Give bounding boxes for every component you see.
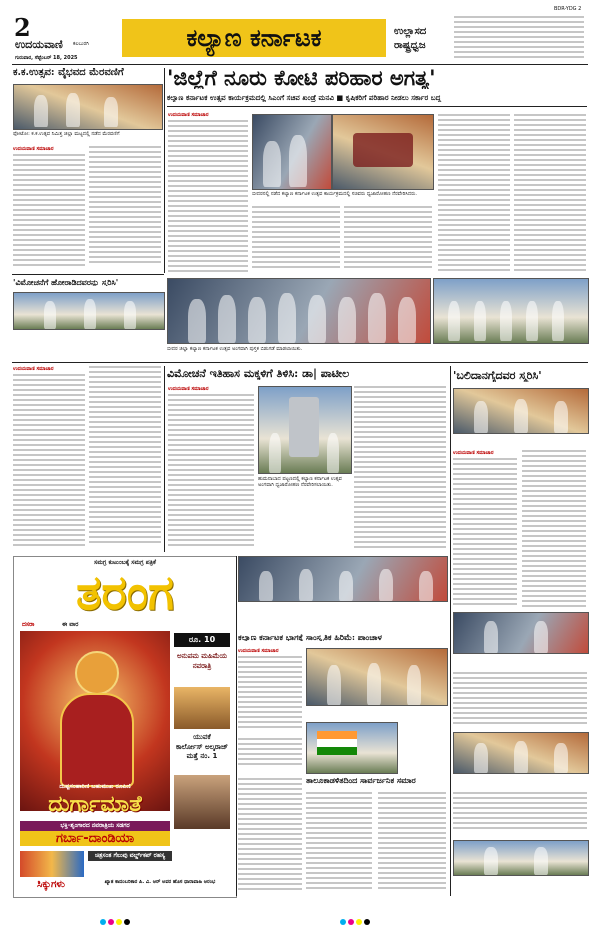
ad-feature-1: ಅನುಪಮ ಮಹಿಮೆಯ ನವರಾತ್ರಿ xyxy=(177,652,227,670)
main-body-col3 xyxy=(344,206,432,274)
paper-name: ಉದಯವಾಣಿ xyxy=(15,38,63,51)
ad-feature-2: ಯುವಕೆ xyxy=(193,733,211,741)
right-photo-2-caption xyxy=(453,655,587,667)
ad-brand: ತರಂಗ xyxy=(75,565,175,621)
side-heading-line2: ರಾಷ್ಟ್ರಧ್ವಜ xyxy=(394,40,426,51)
main-subhead-rule xyxy=(167,106,587,107)
baliyadana-body-2 xyxy=(522,450,586,608)
taluk-event-photo xyxy=(238,556,448,602)
ad-price: ರೂ. 10 xyxy=(174,633,230,647)
kk-utsav-body xyxy=(13,154,85,272)
vimochane-left-headline: 'ವಿಮೋಚನೆಗೆ ಹೋರಾಡಿದವರನ್ನು ಸ್ಮರಿಸಿ' xyxy=(13,278,119,287)
main-photo-stage xyxy=(252,114,332,190)
ad-feature-3: ಕಾರ್ಲೋಸ್ ಅಲ್ಕರಾಜ್ ಮತ್ತೆ ನಂ. 1 xyxy=(176,743,228,760)
ad-thumb-dance xyxy=(20,851,84,877)
culture-caption xyxy=(306,707,446,719)
printer-mark xyxy=(364,919,370,925)
right-body-4 xyxy=(453,792,587,836)
ad-thumb-temple xyxy=(174,687,230,729)
right-photo-3-caption xyxy=(453,775,587,787)
top-right-text xyxy=(454,16,584,62)
culture-body-1 xyxy=(238,656,302,732)
taluk-body-1 xyxy=(238,778,302,896)
flag-photo xyxy=(306,722,398,774)
main-body-col1 xyxy=(168,120,248,276)
edition-name: ಕಲಬುರಗಿ xyxy=(73,41,89,47)
ad-right-divider xyxy=(236,556,237,896)
parade-caption xyxy=(433,346,587,358)
culture-headline: ಕಲ್ಯಾಣ ಕರ್ನಾಟಕ ಭಾಗಕ್ಕೆ ಸಾಂಸ್ಕೃತಿಕ ಹಿರಿಮೆ: ಪಾಂಚಾಳ xyxy=(238,633,382,642)
kk-utsav-headline: ಕ.ಕ.ಉತ್ಸವ: ವೈಭವದ ಮೆರವಣಿಗೆ xyxy=(13,68,124,78)
culture-dateline: ಉದಯವಾಣಿ ಸಮಾಚಾರ xyxy=(238,648,279,654)
vimochane-top-rule xyxy=(12,274,164,275)
right-col-divider xyxy=(450,366,451,896)
taluk-event-caption xyxy=(238,603,446,625)
kk-utsav-caption: ಫೋಟೋ: ಕ.ಕ.ಉತ್ಸವ ನಿಮಿತ್ತ ಜಿಲ್ಲಾ ಮಟ್ಟದಲ್ಲಿ ನಡೆದ ಮೆರವಣಿಗೆ xyxy=(13,131,120,137)
left-mid-body-2 xyxy=(89,366,161,552)
kk-utsav-dateline: ಉದಯವಾಣಿ ಸಮಾಚಾರ xyxy=(13,146,54,152)
parade-photo xyxy=(433,278,589,344)
section-title: ಕಲ್ಯಾಣ ಕರ್ನಾಟಕ xyxy=(186,23,322,52)
ad-issue-label: ಈ ವಾರ xyxy=(62,621,79,628)
patil-headline: ವಿಮೋಚನೆ ಇತಿಹಾಸ ಮಕ್ಕಳಿಗೆ ತಿಳಿಸಿ: ಡಾ| ಪಾಟೀಲ xyxy=(167,368,350,380)
ad-edition: ದಸರಾ xyxy=(22,621,35,628)
main-subhead: ಕಲ್ಯಾಣ ಕರ್ನಾಟಕ ಉತ್ಸವ ಕಾರ್ಯಕ್ರಮದಲ್ಲಿ ಸಿಎಂಗೆ ಸಚಿವ ಖಂಡ್ರೆ ಮನವಿ ■ ಕೃಷಿಕರಿಗೆ ಪರಿಹಾರ ನೀಡಲು ಸರ್ಕಾರ ಬದ್ಧ xyxy=(167,94,441,102)
ad-top-line: ಸಮಗ್ರ ಕುಟುಂಬಕ್ಕೆ ಸಮಗ್ರ ಪತ್ರಿಕೆ xyxy=(94,559,156,566)
ad-bottom-left: ಸಿಕ್ಕುಗಳು xyxy=(37,879,65,890)
patil-caption: ಹುಮನಾಬಾದ ಪಟ್ಟಣದಲ್ಲಿ ಕಲ್ಯಾಣ ಕರ್ನಾಟಕ ಉತ್ಸವ ಅಂಗವಾಗಿ ಧ್ವಜಾರೋಹಣ ನೆರವೇರಿಸಲಾಯಿತು. xyxy=(258,476,342,488)
right-photo-3 xyxy=(453,732,589,774)
ad-garba: ಗರ್ಬಾ-ದಾಂಡಿಯಾ xyxy=(20,831,170,846)
kk-utsav-photo xyxy=(13,84,163,130)
taluk-body-2 xyxy=(306,792,372,896)
vimochane-left-photo xyxy=(13,292,165,330)
main-body-col2 xyxy=(252,206,340,274)
printer-mark xyxy=(340,919,346,925)
left-col-divider xyxy=(164,68,165,273)
culture-body-2 xyxy=(238,738,302,772)
vimochane-left-caption xyxy=(13,330,163,342)
right-photo-4-caption xyxy=(453,877,587,895)
printer-mark xyxy=(348,919,354,925)
culture-photo xyxy=(306,648,448,706)
ad-bottom-right: ಖ್ಯಾತ ಕಾದಂಬರಿಕಾರ ಪಿ. ವಿ. ಆರ್ ಅವರ ಹೊಸ ಧಾರಾವಾಹಿ ಆರಂಭ xyxy=(104,879,216,885)
main-caption-1: ಬೀದರನಲ್ಲಿ ನಡೆದ ಕಲ್ಯಾಣ ಕರ್ನಾಟಕ ಉತ್ಸವ ಕಾರ್ಯಕ್ರಮದಲ್ಲಿ ಸಚಿವರು ಧ್ವಜಾರೋಹಣ ನೆರವೇರಿಸಿದರು. xyxy=(252,191,417,197)
kk-utsav-body-2 xyxy=(89,146,161,272)
left-mid-body-1 xyxy=(13,374,85,552)
printer-mark xyxy=(124,919,130,925)
printer-mark xyxy=(356,919,362,925)
main-body-col4 xyxy=(438,114,510,276)
main-body-col5 xyxy=(514,114,586,276)
ad-cover-title-small: ದುಷ್ಟಸಂಹಾರಿಣಿ ಬಹುಮುಖ ರೂಪಿಣಿ xyxy=(59,783,131,790)
issue-date: ಗುರುವಾರ, ಸೆಪ್ಟೆಂಬರ್ 18, 2025 xyxy=(15,55,78,61)
patil-dateline: ಉದಯವಾಣಿ ಸಮಾಚಾರ xyxy=(168,386,209,392)
ad-world: ಚಿತ್ರಸಂತ ಗೆಲುವು ವರ್ಲ್ಡ್‌ಕಪ್ ರಹಸ್ಯ xyxy=(88,851,172,861)
left-mid-dateline: ಉದಯವಾಣಿ ಸಮಾಚಾರ xyxy=(13,366,54,372)
baliyadana-headline: 'ಬಲಿದಾನಗೈದವರ ಸ್ಮರಿಸಿ' xyxy=(453,370,542,382)
patil-photo xyxy=(258,386,352,474)
ad-cover-title: ದುರ್ಗಾಮಾತೆ xyxy=(48,791,142,817)
ad-thumb-player xyxy=(174,775,230,829)
right-photo-4 xyxy=(453,840,589,876)
side-heading-line1: ಉಲ್ಲಾಸದ xyxy=(394,26,427,37)
baliyadana-photo xyxy=(453,388,589,434)
baliyadana-dateline: ಉದಯವಾಣಿ ಸಮಾಚಾರ xyxy=(453,450,494,456)
taluk-headline: ತಾಲೂಕಾಡಳಿತದಿಂದ ಸಾರ್ವರ್ಜನಿಕ ಸಮಾರ xyxy=(306,776,416,785)
patil-body-1 xyxy=(168,394,254,552)
patil-body-2 xyxy=(354,386,446,552)
corner-code: BDR-YDG 2 xyxy=(554,6,582,12)
printer-mark xyxy=(116,919,122,925)
main-dateline: ಉದಯವಾಣಿ ಸಮಾಚಾರ xyxy=(168,112,209,118)
printer-mark xyxy=(100,919,106,925)
right-photo-2 xyxy=(453,612,589,654)
book-release-caption: ಬೀದರ ಜಿಲ್ಲಾ ಕಲ್ಯಾಣ ಕರ್ನಾಟಕ ಉತ್ಸವ ಅಂಗವಾಗಿ ಪುಸ್ತಕ ಬಿಡುಗಡೆ ಮಾಡಲಾಯಿತು. xyxy=(167,346,303,352)
mid-rule xyxy=(12,362,588,363)
baliyadana-body-1 xyxy=(453,458,517,608)
ad-cover-sub: ಭಕ್ತಿ-ಶೃಂಗಾರದ ನವರಾತ್ರಿಯ ಸಡಗರ xyxy=(20,821,170,831)
page-number: 2 xyxy=(14,13,31,42)
flag-caption xyxy=(398,722,446,772)
right-body-3 xyxy=(453,672,587,728)
main-headline: 'ಜಿಲ್ಲೆಗೆ ನೂರು ಕೋಟಿ ಪರಿಹಾರ ಅಗತ್ಯ' xyxy=(167,67,436,90)
printer-mark xyxy=(108,919,114,925)
book-release-photo xyxy=(167,278,431,344)
baliyadana-caption xyxy=(453,435,587,447)
left-mid-divider xyxy=(164,366,165,552)
taranga-ad[interactable] xyxy=(13,556,237,898)
taluk-body-3 xyxy=(378,792,446,896)
main-photo-banner xyxy=(332,114,434,190)
header-rule xyxy=(12,64,588,65)
